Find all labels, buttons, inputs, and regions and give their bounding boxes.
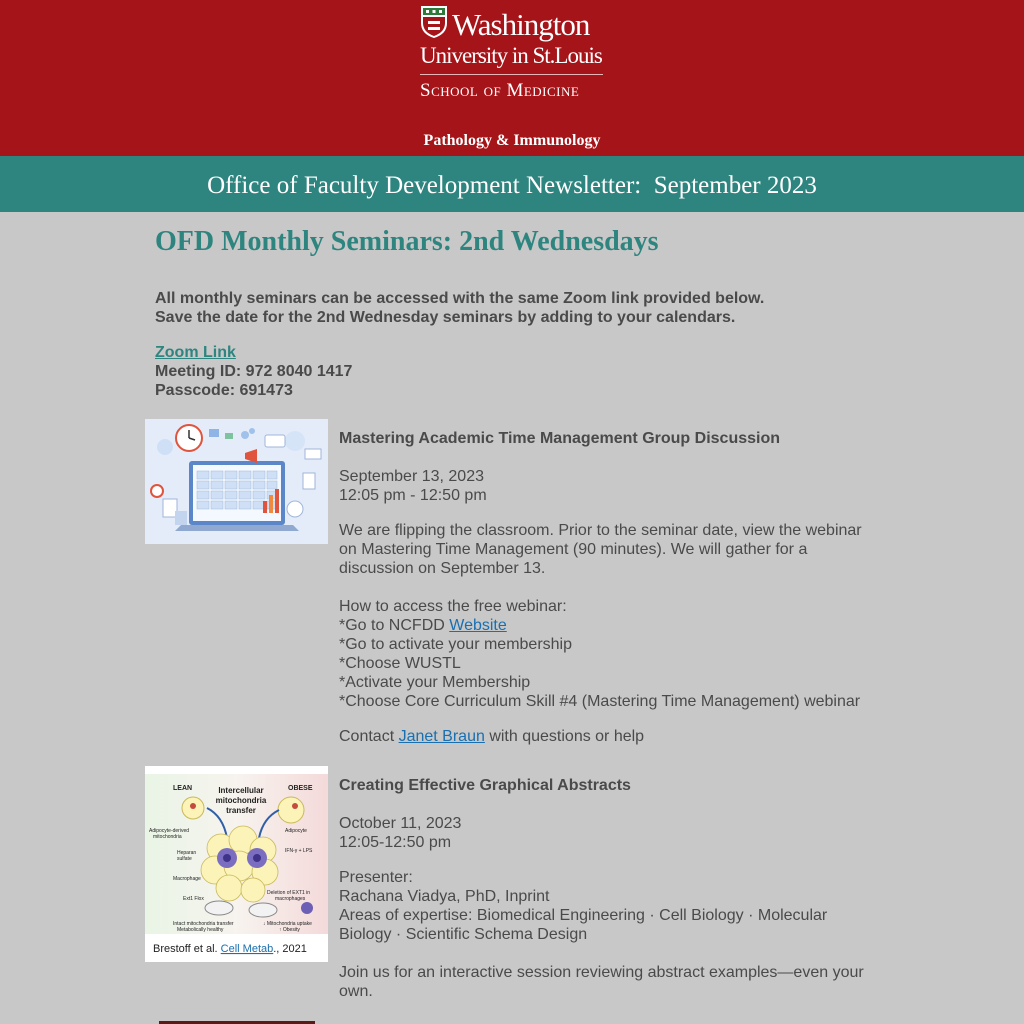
event-time-management xyxy=(339,429,869,746)
newsletter-content xyxy=(0,212,1024,1024)
figure-label: Adipocyte-derived xyxy=(149,828,190,834)
figure-label: Intact mitochondria transfer xyxy=(173,921,234,927)
contact-text: Contact xyxy=(339,728,399,745)
janet-braun-link[interactable]: Janet Braun xyxy=(398,728,485,745)
figure-title: Intercellular xyxy=(218,786,264,795)
access-step: *Choose WUSTL xyxy=(339,655,461,672)
figure-label: sulfate xyxy=(177,856,192,862)
university-logo[interactable] xyxy=(420,5,610,105)
citation-year: ., 2021 xyxy=(273,943,307,955)
figure-label: Macrophage xyxy=(173,876,201,882)
access-step-text: *Go to NCFDD xyxy=(339,617,450,634)
figure-label: ↓ Mitochondria uptake xyxy=(263,921,312,927)
event-time: 12:05-12:50 pm xyxy=(339,834,452,851)
cell-metab-link[interactable]: Cell Metab xyxy=(220,943,274,955)
event-title: Mastering Academic Time Management Group Discussion xyxy=(339,430,780,447)
figure-label: ↑ Obesity xyxy=(279,927,300,933)
figure-label: IFN-γ + LPS xyxy=(285,848,313,854)
figure-label: mitochondria xyxy=(153,834,182,840)
event-time: 12:05 pm - 12:50 pm xyxy=(339,487,487,504)
zoom-details xyxy=(155,343,352,400)
zoom-link[interactable]: Zoom Link xyxy=(155,344,236,361)
presenter-name: Rachana Viadya, PhD, Inprint xyxy=(339,888,550,905)
contact-text: with questions or help xyxy=(484,728,645,745)
event-title: Creating Effective Graphical Abstracts xyxy=(339,777,631,794)
passcode: Passcode: 691473 xyxy=(155,382,293,399)
access-heading: How to access the free webinar: xyxy=(339,598,567,615)
presenter-expertise: Areas of expertise: Biomedical Engineering · Cell Biology · Molecular Biology · Scientific Schema Design xyxy=(339,907,828,943)
site-header xyxy=(0,0,1024,156)
figure-label: macrophages xyxy=(275,896,306,902)
time-management-illustration xyxy=(145,419,328,544)
figure-label: Deletion of EXT1 in xyxy=(267,890,311,896)
newsletter-title: Office of Faculty Development Newsletter: September 2023 xyxy=(207,172,817,199)
intro-line: Save the date for the 2nd Wednesday seminars by adding to your calendars. xyxy=(155,309,736,326)
event-invitation: Join us for an interactive session reviewing abstract examples—even your own. xyxy=(339,964,864,1000)
intro-line: All monthly seminars can be accessed with the same Zoom link provided below. xyxy=(155,290,765,307)
section-title: OFD Monthly Seminars: 2nd Wednesdays xyxy=(155,226,659,257)
figure-citation xyxy=(153,943,307,955)
newsletter-banner xyxy=(0,156,1024,212)
figure-label: Heparan xyxy=(177,850,197,856)
event-graphical-abstracts xyxy=(339,776,869,1001)
logo-washington: Washington xyxy=(452,7,590,42)
figure-label: Ext1 Flox xyxy=(183,896,204,902)
figure-title: transfer xyxy=(226,806,256,815)
lean-label: LEAN xyxy=(173,785,193,792)
figure-label: Adipocyte xyxy=(285,828,307,834)
intro-text xyxy=(155,289,875,327)
access-step: *Choose Core Curriculum Skill #4 (Mastering Time Management) webinar xyxy=(339,693,861,710)
logo-school: School of Medicine xyxy=(420,80,580,101)
contact-line xyxy=(339,727,869,746)
citation-authors: Brestoff et al. xyxy=(153,943,221,955)
university-shield-icon xyxy=(420,5,448,39)
logo-university: University in St.Louis xyxy=(420,43,602,68)
logo-divider xyxy=(420,74,603,75)
figure-title: mitochondria xyxy=(215,796,267,805)
access-step xyxy=(339,616,869,635)
access-step: *Go to activate your membership xyxy=(339,636,572,653)
department-name: Pathology & Immunology xyxy=(423,132,601,149)
obese-label: OBESE xyxy=(288,785,313,792)
ncfdd-website-link[interactable]: Website xyxy=(449,617,507,634)
event-date: October 11, 2023 xyxy=(339,815,462,832)
access-step: *Activate your Membership xyxy=(339,674,531,691)
event-description: We are flipping the classroom. Prior to the seminar date, view the webinar on Mastering Time Management (90 minutes). We will gather for a discussion on September 13. xyxy=(339,522,862,577)
graphical-abstract-example xyxy=(145,766,328,962)
figure-label: Metabolically healthy xyxy=(177,927,224,933)
event-date: September 13, 2023 xyxy=(339,468,484,485)
meeting-id: Meeting ID: 972 8040 1417 xyxy=(155,363,353,380)
presenter-label: Presenter: xyxy=(339,869,413,886)
